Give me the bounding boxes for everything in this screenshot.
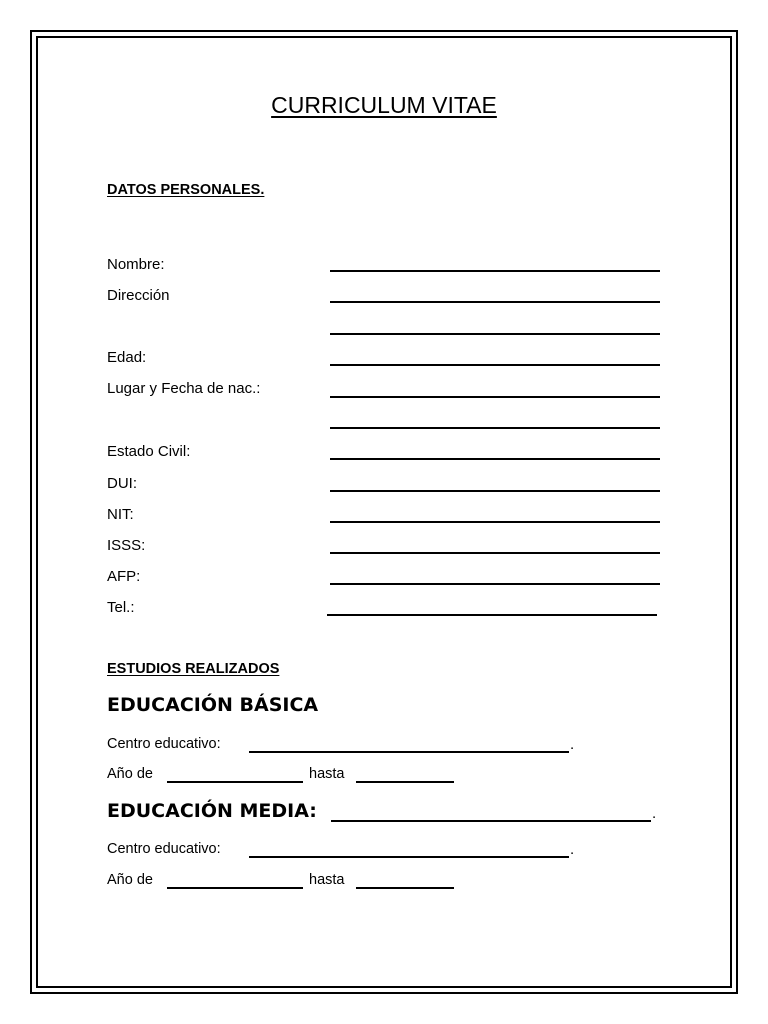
section-heading-datos-personales: DATOS PERSONALES. — [107, 182, 265, 198]
field-label-estado-civil: Estado Civil: — [107, 443, 191, 460]
field-line-ano-de-media[interactable] — [167, 887, 303, 889]
field-line-nit[interactable] — [330, 521, 660, 523]
field-line-dui[interactable] — [330, 490, 660, 492]
field-line-lugar-fecha-nac-2[interactable] — [330, 427, 660, 429]
heading-educacion-media: EDUCACIÓN MEDIA: — [107, 800, 317, 822]
field-label-edad: Edad: — [107, 349, 147, 366]
field-line-direccion-2[interactable] — [330, 333, 660, 335]
field-line-centro-educativo-media[interactable] — [249, 856, 569, 858]
label-hasta-basica: hasta — [309, 766, 345, 782]
field-label-direccion: Dirección — [107, 287, 170, 304]
field-line-centro-educativo-basica[interactable] — [249, 751, 569, 753]
label-hasta-media: hasta — [309, 872, 345, 888]
label-centro-educativo-media: Centro educativo: — [107, 841, 221, 857]
label-centro-educativo-basica: Centro educativo: — [107, 736, 221, 752]
field-label-nombre: Nombre: — [107, 256, 165, 273]
field-line-isss[interactable] — [330, 552, 660, 554]
field-line-direccion[interactable] — [330, 301, 660, 303]
field-label-afp: AFP: — [107, 568, 141, 585]
document-title: CURRICULUM VITAE — [271, 92, 497, 118]
field-line-tel[interactable] — [327, 614, 657, 616]
field-label-tel: Tel.: — [107, 599, 135, 616]
field-line-edad[interactable] — [330, 364, 660, 366]
field-label-isss: ISSS: — [107, 537, 146, 554]
heading-educacion-basica: EDUCACIÓN BÁSICA — [107, 694, 319, 716]
field-line-afp[interactable] — [330, 583, 660, 585]
label-ano-de-media: Año de — [107, 872, 153, 888]
field-line-hasta-basica[interactable] — [356, 781, 454, 783]
period-centro-educativo-media: . — [570, 841, 575, 858]
period-centro-educativo-basica: . — [570, 736, 575, 753]
field-line-educacion-media[interactable] — [331, 820, 651, 822]
field-label-dui: DUI: — [107, 475, 137, 492]
field-label-nit: NIT: — [107, 506, 134, 523]
field-line-lugar-fecha-nac[interactable] — [330, 396, 660, 398]
field-line-nombre[interactable] — [330, 270, 660, 272]
field-line-ano-de-basica[interactable] — [167, 781, 303, 783]
label-ano-de-basica: Año de — [107, 766, 153, 782]
field-line-hasta-media[interactable] — [356, 887, 454, 889]
field-label-lugar-fecha-nac: Lugar y Fecha de nac.: — [107, 380, 261, 397]
section-heading-estudios-realizados: ESTUDIOS REALIZADOS — [107, 661, 280, 677]
period-educacion-media: . — [652, 805, 657, 822]
field-line-estado-civil[interactable] — [330, 458, 660, 460]
